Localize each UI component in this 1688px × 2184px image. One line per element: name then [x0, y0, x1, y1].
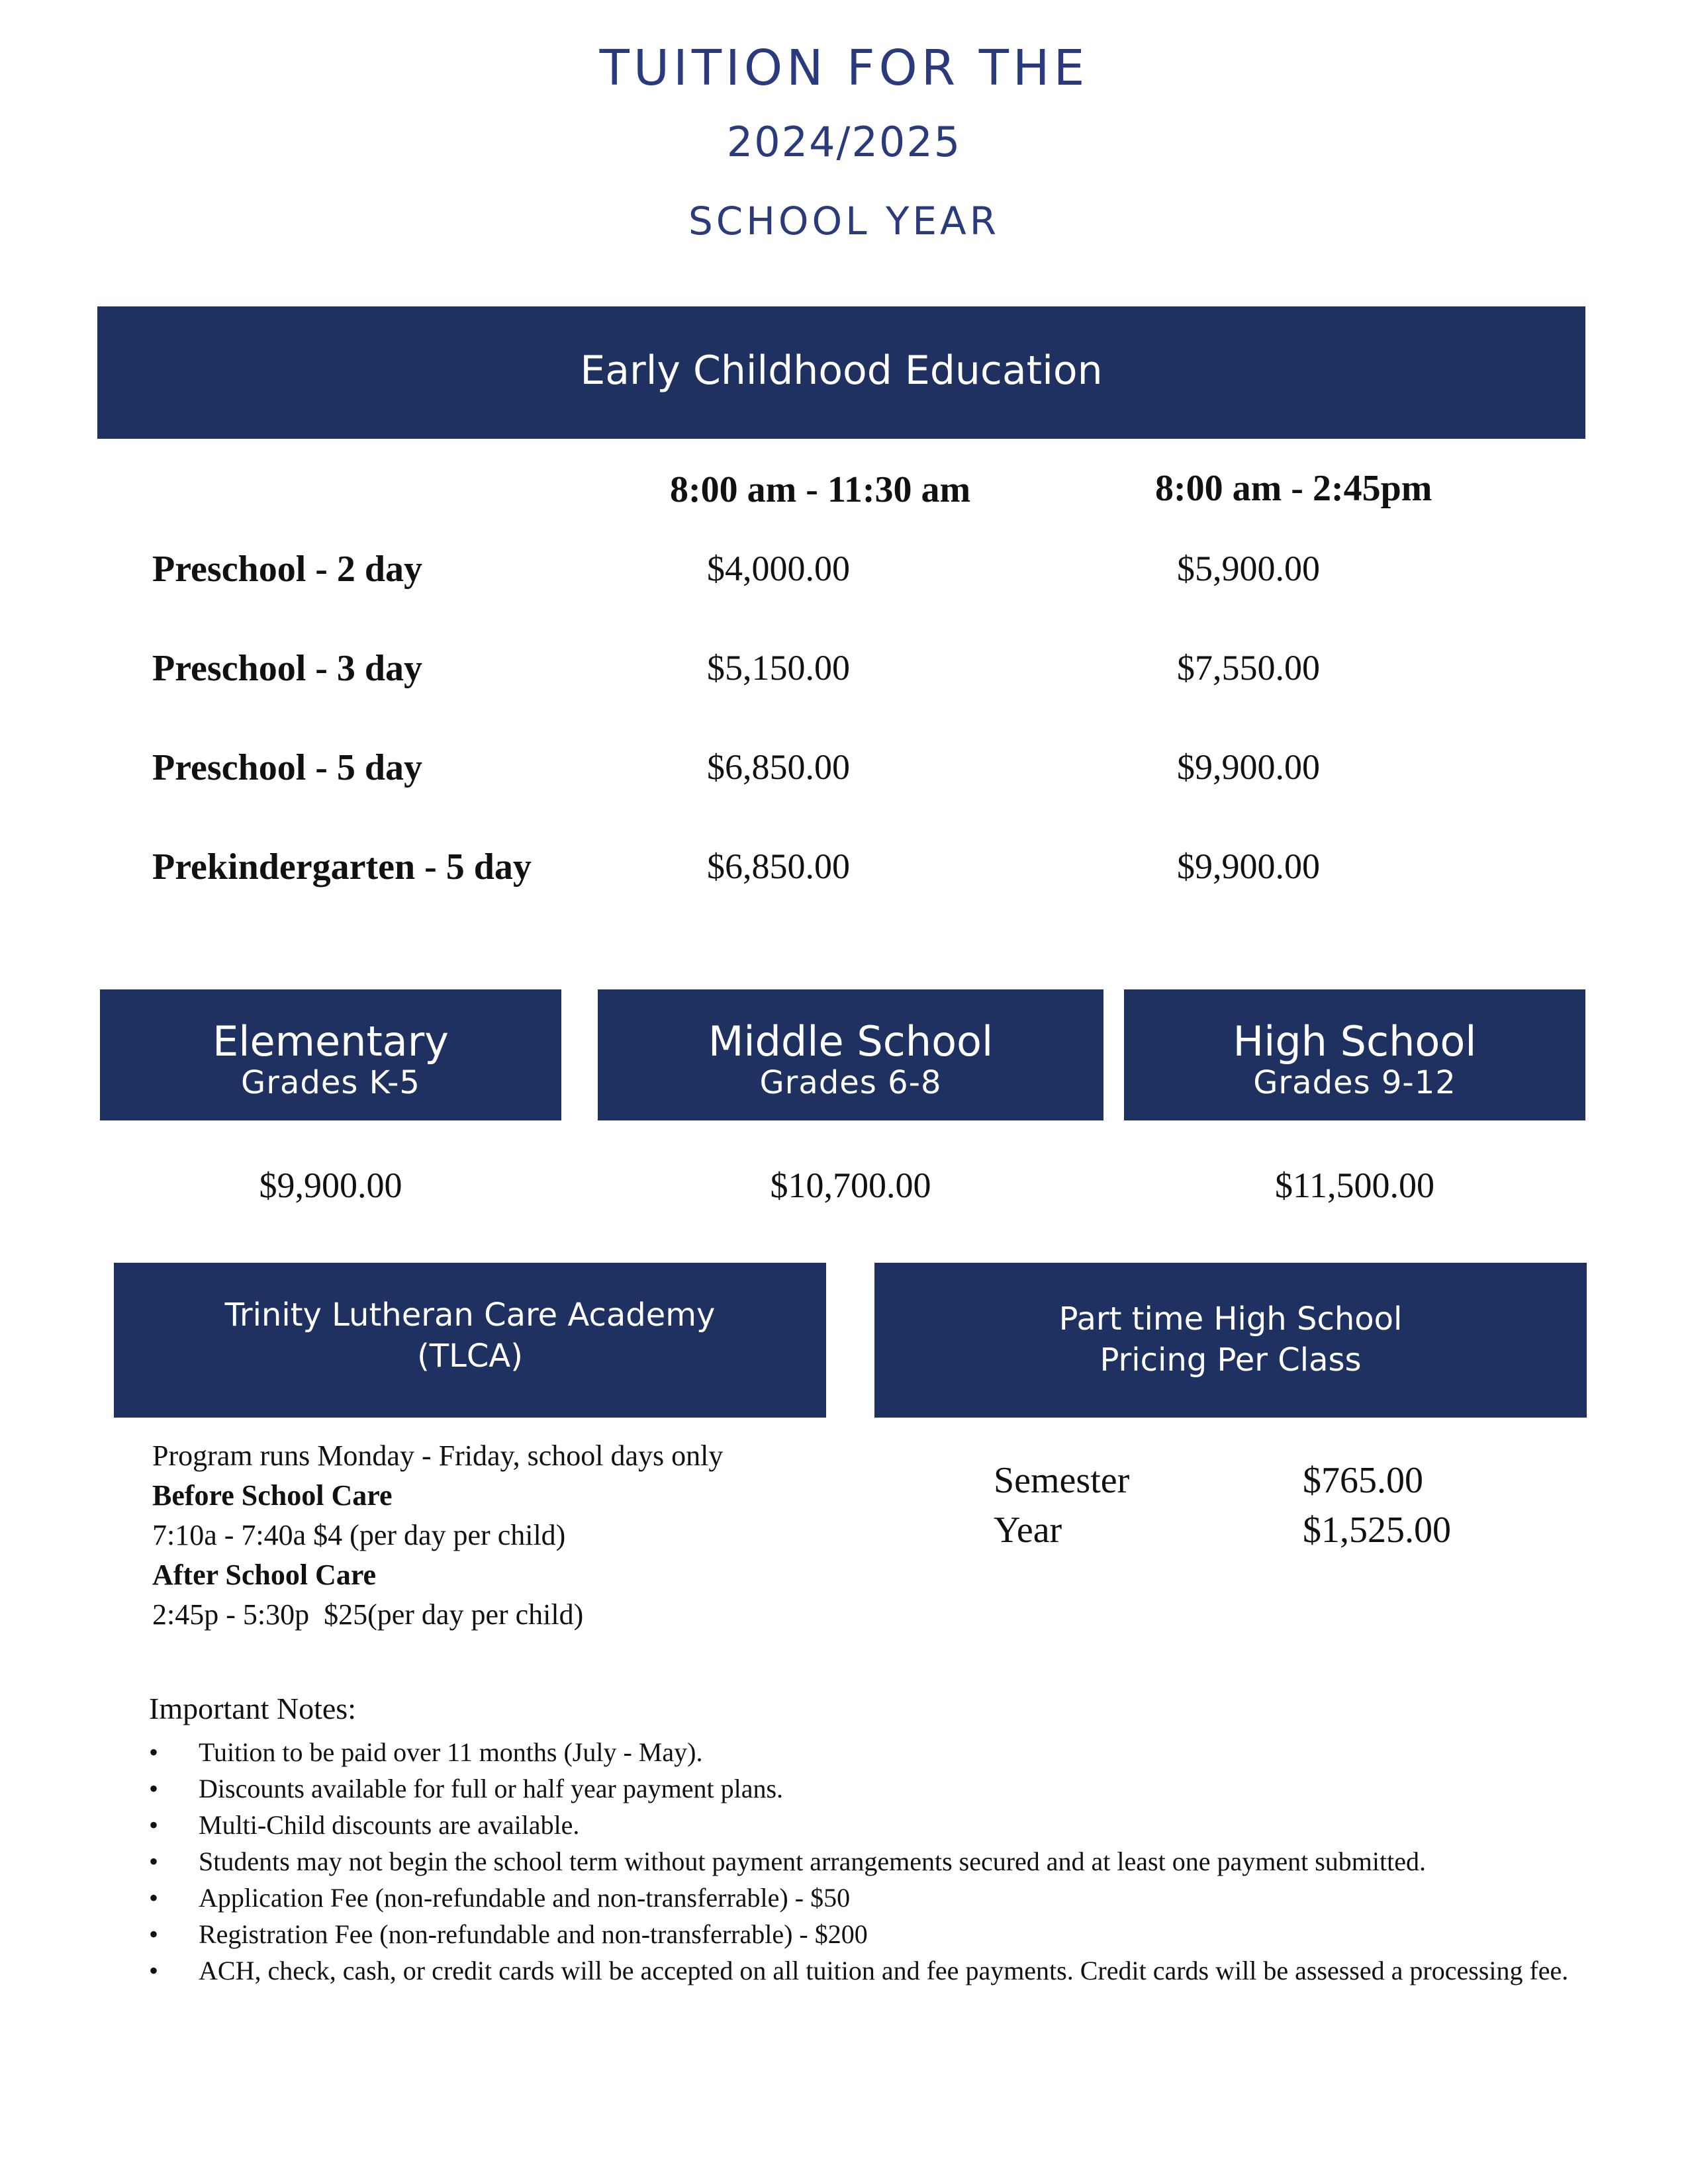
tlca-program: Program runs Monday - Friday, school days only [152, 1439, 724, 1472]
row-label: Preschool - 2 day [152, 549, 423, 590]
before-school-detail: 7:10a - 7:40a $4 (per day per child) [152, 1519, 566, 1551]
title-line-3: SCHOOL YEAR [688, 199, 1000, 244]
elementary-price: $9,900.00 [259, 1165, 402, 1205]
before-school-title: Before School Care [152, 1479, 393, 1512]
elementary-grades: Grades K-5 [241, 1064, 420, 1101]
middle-school-grades: Grades 6-8 [759, 1064, 942, 1101]
tlca-band [114, 1263, 826, 1418]
row-full-price: $9,900.00 [1177, 846, 1320, 886]
high-school-price: $11,500.00 [1275, 1165, 1434, 1205]
early-childhood-band [97, 306, 1585, 439]
part-time-title: Part time High School [1058, 1300, 1403, 1338]
full-day-column-header: 8:00 am - 2:45pm [1155, 468, 1432, 509]
note-item: • Students may not begin the school term without payment arrangements secured and at least one payment submitted. [149, 1843, 1625, 1880]
row-label: Prekindergarten - 5 day [152, 846, 532, 887]
part-time-semester-label: Semester [994, 1460, 1130, 1501]
part-time-subtitle: Pricing Per Class [1100, 1342, 1362, 1379]
row-full-price: $7,550.00 [1177, 648, 1320, 688]
row-label: Preschool - 5 day [152, 747, 423, 788]
row-half-price: $6,850.00 [707, 846, 850, 886]
row-half-price: $5,150.00 [707, 648, 850, 688]
note-item: • Discounts available for full or half year payment plans. [149, 1770, 1625, 1807]
row-full-price: $9,900.00 [1177, 747, 1320, 787]
row-label: Preschool - 3 day [152, 648, 423, 689]
high-school-grades: Grades 9-12 [1253, 1064, 1456, 1101]
part-time-semester-price: $765.00 [1303, 1460, 1423, 1501]
note-item: • Multi-Child discounts are available. [149, 1807, 1625, 1843]
middle-school-title: Middle School [708, 1017, 994, 1066]
tlca-abbrev: (TLCA) [417, 1338, 523, 1375]
part-time-year-price: $1,525.00 [1303, 1510, 1451, 1551]
row-half-price: $6,850.00 [707, 747, 850, 787]
tlca-title: Trinity Lutheran Care Academy [224, 1297, 716, 1334]
high-school-band [1124, 989, 1585, 1120]
note-item: • Application Fee (non-refundable and non-transferrable) - $50 [149, 1880, 1625, 1916]
high-school-title: High School [1233, 1017, 1477, 1066]
title-line-1: TUITION FOR THE [599, 40, 1089, 97]
elementary-band [100, 989, 561, 1120]
early-childhood-title: Early Childhood Education [580, 347, 1103, 394]
middle-school-band [598, 989, 1103, 1120]
part-time-band [874, 1263, 1587, 1418]
middle-school-price: $10,700.00 [770, 1165, 931, 1205]
elementary-title: Elementary [212, 1017, 449, 1066]
title-line-2: 2024/2025 [726, 118, 962, 166]
half-day-column-header: 8:00 am - 11:30 am [670, 469, 971, 510]
after-school-title: After School Care [152, 1559, 377, 1591]
row-full-price: $5,900.00 [1177, 549, 1320, 588]
note-item: • Tuition to be paid over 11 months (July - May). [149, 1734, 1625, 1770]
row-half-price: $4,000.00 [707, 549, 850, 588]
note-item: • ACH, check, cash, or credit cards will be accepted on all tuition and fee payments. Credit cards will be assessed a processing fee. [149, 1952, 1582, 1989]
notes-title: Important Notes: [149, 1692, 356, 1725]
after-school-detail: 2:45p - 5:30p $25(per day per child) [152, 1598, 584, 1631]
note-item: • Registration Fee (non-refundable and non-transferrable) - $200 [149, 1916, 1625, 1952]
notes-section [149, 1734, 1625, 1989]
notes-list [149, 1734, 1625, 1989]
tlca-details [152, 1436, 847, 1635]
part-time-year-label: Year [994, 1510, 1062, 1551]
